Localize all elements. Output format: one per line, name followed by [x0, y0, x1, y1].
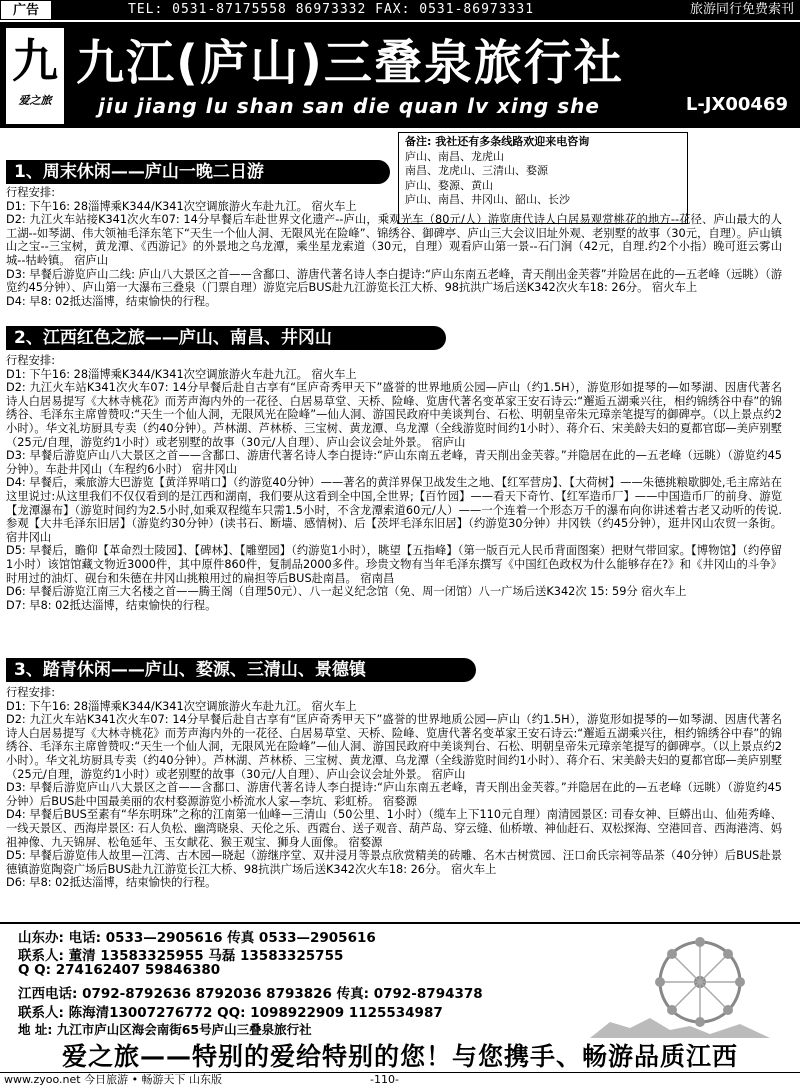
footer-site: www.zyoo.net 今日旅游 • 畅游天下 山东版 — [4, 1073, 223, 1086]
itinerary-line: D3: 早餐后游览庐山二线: 庐山八大景区之首——含鄱口、游唐代著名诗人李白提诗:“庐山东南五老峰，青天削出金芙蓉”并险居在此的—五老峰（远眺）（游览约45分钟）、庐山第一大瀑布三叠泉（门票自理）游览完后BUS赴九江游览长江大桥、98抗洪广场后送K342次火车18: 26分。 宿火车上 — [6, 267, 782, 295]
page-footer — [0, 1073, 800, 1086]
itinerary-line: D6: 早餐后游览江南三大名楼之首——腾王阁（自理50元）、八一起义纪念馆（免、周一闭馆）八一广场后送K342次 15: 59分 宿火车上 — [6, 585, 687, 599]
itinerary-line: D1: 下午16: 28淄博乘K344/K341次空调旅游火车赴九江。 宿火车上 — [6, 199, 357, 213]
contact-shandong: 山东办: 电话: 0533—2905616 传真 0533—2905616 — [18, 930, 376, 946]
itinerary-line: D2: 九江火车站K341次火车07: 14分早餐后赴自古享有“匡庐奇秀甲天下”盛誉的世界地质公园—庐山（约1.5H），游览形如提琴的—如琴湖、因唐代著名诗人白居易提写《大林寺桃花》而芳声海内外的一花径、白居易草堂、天桥、险峰、览唐代著名变革家王安石诗云:“邂逅五湖乘兴往，相约锦绣谷中春”的锦绣谷、毛泽东主席曾赞叹:“天生一个仙人洞，无限风光在险峰”—仙人洞、游国民政府中美谈判台、石松、明朝皇帝朱元璋亲笔提写的御碑亭。（以上景点约2小时）。华文礼坊厨具专卖（约40分钟）。芦林湖、芦林桥、三宝树、黄龙潭、乌龙潭（全线游览时间约1小时）、蒋介石、宋美龄夫妇的夏都官邸—美庐别墅（25元/自理，游览约1小时）或老别墅的故事（30元/人自理）、庐山会议会址外景。 宿庐山 — [6, 381, 782, 449]
section-1-body — [6, 186, 782, 308]
contact-jiangxi: 江西电话: 0792-8792636 8792036 8793826 传真: 0792-8794378 — [18, 986, 483, 1002]
bottom-slogan: 爱之旅——特别的爱给特别的您！与您携手、畅游品质江西 — [61, 1042, 738, 1071]
itinerary-line: D3: 早餐后游览庐山八大景区之首——含鄱口、游唐代著名诗人李白提诗:“庐山东南五老峰，青天削出金芙蓉。”并隐居在此的—五老峰（远眺）（游览约45分钟）后BUS赴中国最美丽的农村婺源游览小桥流水人家—李坑、彩虹桥。 宿婺源 — [6, 781, 782, 808]
header-banner — [0, 22, 800, 128]
logo-mark: 九 — [12, 34, 58, 88]
page-number: -110- — [370, 1073, 399, 1086]
itinerary-line: D4: 早8: 02抵达淄博，结束愉快的行程。 — [6, 294, 217, 308]
top-contact: TEL: 0531-87175558 86973332 FAX: 0531-86973331 — [128, 2, 535, 17]
section-1-title: 1、周末休闲——庐山一晚二日游 — [6, 160, 390, 184]
itinerary-line: 行程安排: — [6, 354, 55, 367]
itinerary-line: D1: 下午16: 28淄博乘K344/K341次空调旅游火车赴九江。 宿火车上 — [6, 699, 357, 713]
itinerary-line: D4: 早餐后，乘旅游大巴游览【黄洋界哨口】（约游览40分钟）——著名的黄洋界保卫战发生之地、【红军营房】、【大荷树】——朱德挑粮歇脚处,毛主席站在这里说过:从这里我们不仅仅看到的是江西和湖南，我们要从这看到全中国,全世界;【百竹园】——看天下奇竹、【红军造币厂】——中国造币厂的前身、游览【龙潭瀑布】（游览时间约为2.5小时,如乘双程缆车只需1.5小时，不含龙潭索道60元/人）——一个连着一个形态万千的瀑布向你讲述着古老又动听的传说.参观【大井毛泽东旧居】（游览约30分钟）(读书石、断墙、感情树)、后【茨坪毛泽东旧居】（约游览30分钟）井冈铁（约45分钟），逛井冈山农贸一条街。 宿井冈山 — [6, 476, 782, 544]
section-3-body — [6, 686, 782, 890]
contact-people: 联系人: 董清 13583325955 马磊 13583325755 — [18, 948, 344, 964]
itinerary-line: D2: 九江火车站K341次火车07: 14分早餐后赴自古享有“匡庐奇秀甲天下”盛誉的世界地质公园—庐山（约1.5H），游览形如提琴的—如琴湖、因唐代著名诗人白居易提写《大林寺桃花》而芳声海内外的一花径、白居易草堂、天桥、险峰、览唐代著名变革家王安石诗云:“邂逅五湖乘兴往，相约锦绣谷中春”的锦绣谷、毛泽东主席曾赞叹:“天生一个仙人洞，无限风光在险峰”—仙人洞、游国民政府中美谈判台、石松、明朝皇帝朱元璋亲笔提写的御碑亭。（以上景点约2小时）。华文礼坊厨具专卖（约40分钟）。芦林湖、芦林桥、三宝树、黄龙潭、乌龙潭（全线游览时间约1小时）、蒋介石、宋美龄夫妇的夏都官邸—美庐别墅（25元/自理，游览约1小时）或老别墅的故事（30元/人自理）、庐山会议会址外景。 宿庐山 — [6, 713, 782, 781]
agency-logo — [6, 28, 64, 124]
ad-tag: 广告 — [0, 0, 52, 20]
ferris-wheel-illustration — [590, 930, 770, 1040]
notice-line: 庐山、南昌、龙虎山 — [405, 149, 504, 163]
agency-title: 九江(庐山)三叠泉旅行社 — [76, 35, 624, 91]
top-strip — [0, 0, 800, 20]
itinerary-line: D5: 早餐后游览伟人故里—江湾、古木园—晓起（游继序堂、双井浸月等景点欣赏精美的砖雕、名木古树赏园、汪口俞氏宗祠等品茶（40分钟）后BUS赴景德镇游览陶瓷广场后BUS赴九江游览长江大桥、98抗洪广场后送K342次火车18: 26分。 宿火车上 — [6, 849, 782, 876]
notice-line: 备注: 我社还有多条线路欢迎来电咨询 — [405, 135, 590, 148]
itinerary-line: D3: 早餐后游览庐山八大景区之首——含鄱口、游唐代著名诗人李白提诗:“庐山东南五老峰，青天削出金芙蓉。”并隐居在此的—五老峰（远眺）（游览约45分钟）。车赴井冈山（车程约6小时） 宿井冈山 — [6, 449, 782, 476]
itinerary-line: 行程安排: — [6, 186, 55, 199]
notice-line: 南昌、龙虎山、三清山、婺源 — [405, 164, 548, 178]
contact-people-jiangxi: 联系人: 陈海清13007276772 QQ: 1098922909 1125534987 — [18, 1005, 443, 1021]
top-slogan: 旅游同行免费索刊 — [689, 2, 794, 17]
contact-address: 地 址: 九江市庐山区海会南街65号庐山三叠泉旅行社 — [18, 1022, 312, 1037]
license-number: L-JX00469 — [685, 94, 788, 115]
notice-line: 庐山、婺源、黄山 — [405, 178, 493, 192]
agency-pinyin: jiu jiang lu shan san die quan lv xing she — [98, 94, 600, 118]
itinerary-line: D6: 早8: 02抵达淄博，结束愉快的行程。 — [6, 876, 217, 890]
itinerary-line: D1: 下午16: 28淄博乘K344/K341次空调旅游火车赴九江。 宿火车上 — [6, 367, 357, 381]
itinerary-line: D7: 早8: 02抵达淄博，结束愉快的行程。 — [6, 598, 217, 612]
section-2-title: 2、江西红色之旅——庐山、南昌、井冈山 — [6, 326, 446, 350]
contact-qq: Q Q: 274162407 59846380 — [18, 962, 221, 978]
itinerary-line: D4: 早餐后BUS至素有“华东明珠”之称的江南第一仙峰—三清山（50公里、1小时）（缆车上下110元自理）南清园景区: 司春女神、巨蟒出山、仙苑秀峰、一线天景区、西海岸景区: 石人负松、幽湾晓泉、天伦之乐、西霞台、送子观音、葫芦岛、穿云缝、仙桥墩、神仙赶石、双松探海、空港回音、西海港湾、妈祖神像、九天锦屏、松龟延年、玉女献花、猴王观宝、狮身人面像。 宿婺源 — [6, 808, 782, 849]
itinerary-line: D2: 九江火车站接K341次火车07: 14分早餐后车赴世界文化遗产--庐山，乘观光车（80元/人）游览唐代诗人白居易观赏桃花的地方--花径、庐山最大的人工湖--如琴湖、伟大领袖毛泽东笔下“天生一个仙人洞、无限风光在险峰”、锦绣谷、御碑亭、庐山三大会议旧址外观、老别墅的故事（30元，自理）。庐山镇山之宝--三宝树，黄龙潭、《西游记》的外景地之乌龙潭，乘坐星龙索道（30元，自理）观看庐山第一景--石门涧（42元，自理.约2个小指）晚可逛云雾山城--牯岭镇。 宿庐山 — [6, 213, 782, 267]
section-2-body — [6, 354, 782, 612]
notice-line: 庐山、南昌、井冈山、韶山、长沙 — [405, 193, 570, 207]
itinerary-line: D5: 早餐后，瞻仰【革命烈士陵园】、【碑林】、【雕塑园】（约游览1小时），眺望【五指峰】（第一版百元人民币背面图案）把财气带回家。【博物馆】（约停留1小时）该馆馆藏文物近3000件，其中原件860件，复制品2000多件。珍贵文物有当年毛泽东撰写《中国红色政权为什么能够存在?》和《井冈山的斗争》时用过的油灯、砚台和朱德在井冈山挑粮用过的扁担等后BUS赴南昌。 宿南昌 — [6, 544, 782, 585]
itinerary-line: 行程安排: — [6, 686, 55, 699]
section-3-title: 3、踏青休闲——庐山、婺源、三清山、景德镇 — [6, 658, 476, 682]
logo-text: 爱之旅 — [18, 94, 52, 107]
